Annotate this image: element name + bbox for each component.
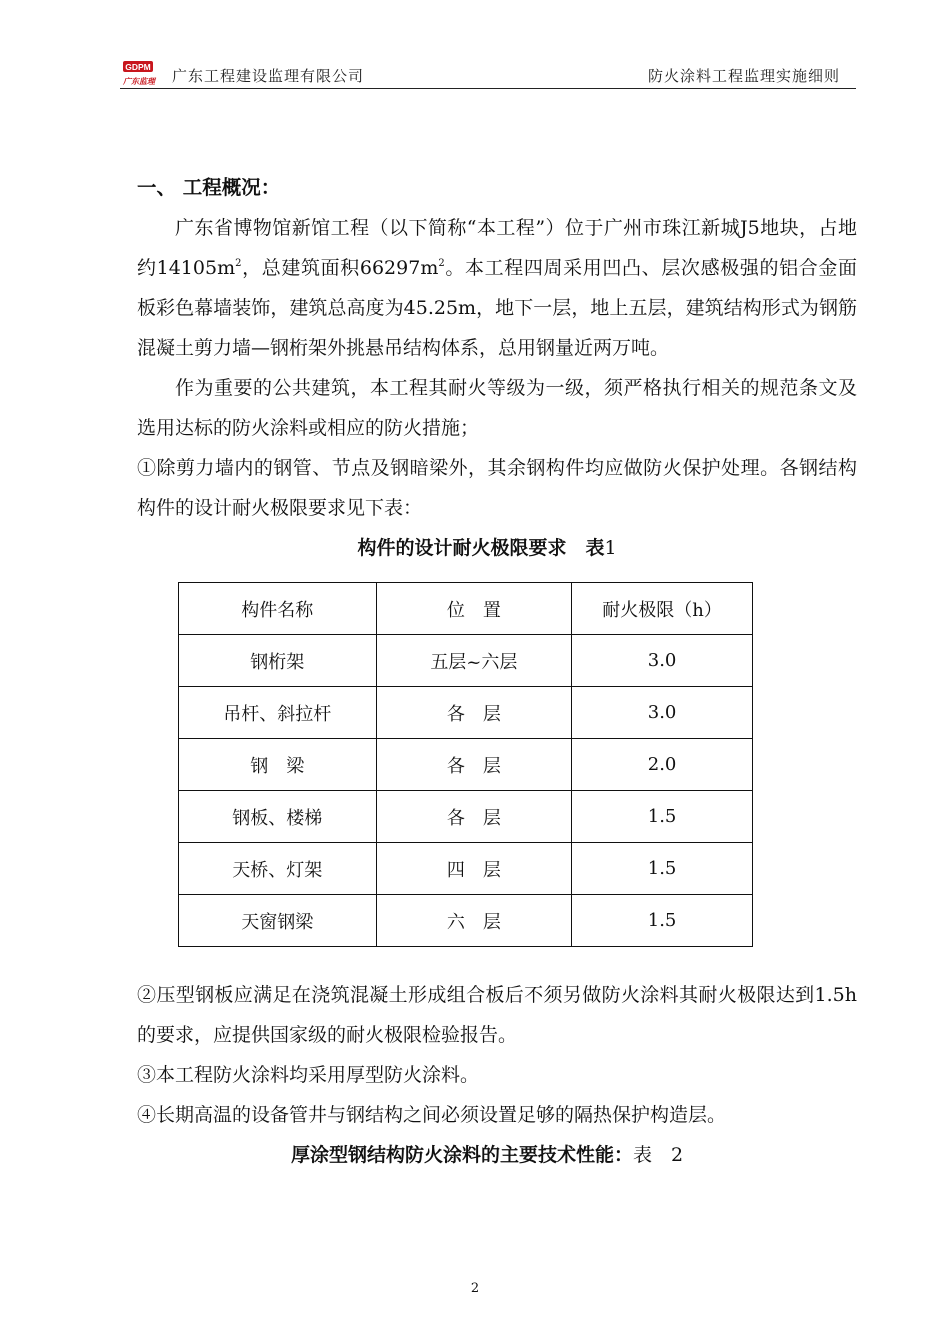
- table-cell: 3.0: [572, 635, 753, 687]
- column-header: 位 置: [376, 583, 572, 635]
- table-header-row: [179, 583, 753, 635]
- table-cell: 吊杆、斜拉杆: [179, 687, 377, 739]
- superscript: 2: [438, 258, 445, 269]
- table-cell: 各 层: [376, 739, 572, 791]
- requirement-item-2: ②压型钢板应满足在浇筑混凝土形成组合板后不须另做防火涂料其耐火极限达到1.5h的要求，应提供国家级的耐火极限检验报告。: [137, 984, 857, 1046]
- table-cell: 1.5: [572, 843, 753, 895]
- column-header: 耐火极限（h）: [572, 583, 753, 635]
- company-logo: [120, 58, 168, 88]
- table-cell: 天桥、灯架: [179, 843, 377, 895]
- table-row: [179, 687, 753, 739]
- requirement-item-3: ③本工程防火涂料均采用厚型防火涂料。: [137, 1064, 480, 1086]
- table-cell: 钢板、楼梯: [179, 791, 377, 843]
- table-row: [179, 895, 753, 947]
- table-cell: 3.0: [572, 687, 753, 739]
- requirements-continued: [137, 975, 857, 1135]
- company-name: 广东工程建设监理有限公司: [172, 67, 365, 85]
- overview-text-a: 广东省博物馆新馆工程（以下简称“本工程”）位于广州市珠江新城J5地块，占地约14105m: [137, 217, 857, 279]
- table-cell: 钢桁架: [179, 635, 377, 687]
- document-title: 防火涂料工程监理实施细则: [647, 67, 840, 85]
- table-cell: 天窗钢梁: [179, 895, 377, 947]
- overview-text-b: ，总建筑面积66297m: [241, 257, 439, 279]
- table-cell: 各 层: [376, 687, 572, 739]
- logo-text: GDPM: [125, 62, 151, 72]
- logo-subtext: 广东监理: [123, 77, 155, 86]
- page-number: 2: [470, 1281, 480, 1296]
- table-cell: 1.5: [572, 791, 753, 843]
- overview-text-c: 。本工程四周采用凹凸、层次感极强的铝合金面板彩色幕墙装饰，建筑总高度为45.25m，地下一层，地上五层，建筑结构形式为钢筋混凝土剪力墙—钢桁架外挑悬吊结构体系，总用钢量近两万吨。: [137, 257, 857, 359]
- table2-caption: [137, 1135, 857, 1175]
- requirement-item-1: ①除剪力墙内的钢管、节点及钢暗梁外，其余钢构件均应做防火保护处理。各钢结构构件的设计耐火极限要求见下表：: [137, 457, 857, 519]
- requirement-item-4: ④长期高温的设备管井与钢结构之间必须设置足够的隔热保护构造层。: [137, 1104, 727, 1126]
- fire-resistance-table: [178, 582, 753, 947]
- table2-caption-number: 表 2: [632, 1144, 684, 1166]
- table-cell: 六 层: [376, 895, 572, 947]
- superscript: 2: [235, 258, 242, 269]
- fire-rating-paragraph: 作为重要的公共建筑，本工程其耐火等级为一级，须严格执行相关的规范条文及选用达标的防火涂料或相应的防火措施；: [137, 377, 857, 439]
- table2-caption-text: 厚涂型钢结构防火涂料的主要技术性能：: [290, 1144, 633, 1166]
- table1-caption: [137, 528, 857, 568]
- table1-caption-text: 构件的设计耐火极限要求 表: [357, 537, 605, 559]
- table-cell: 2.0: [572, 739, 753, 791]
- section-heading: 一、 工程概况：: [137, 176, 281, 199]
- overview-paragraph: [137, 208, 857, 368]
- table-cell: 钢 梁: [179, 739, 377, 791]
- table-cell: 五层~六层: [376, 635, 572, 687]
- column-header: 构件名称: [179, 583, 377, 635]
- page-content: [137, 168, 857, 1175]
- table-row: [179, 843, 753, 895]
- table-row: [179, 739, 753, 791]
- page-header: [120, 58, 856, 89]
- table-cell: 各 层: [376, 791, 572, 843]
- table-row: [179, 791, 753, 843]
- table-cell: 四 层: [376, 843, 572, 895]
- table-cell: 1.5: [572, 895, 753, 947]
- table1-caption-number: 1: [604, 537, 617, 559]
- table-row: [179, 635, 753, 687]
